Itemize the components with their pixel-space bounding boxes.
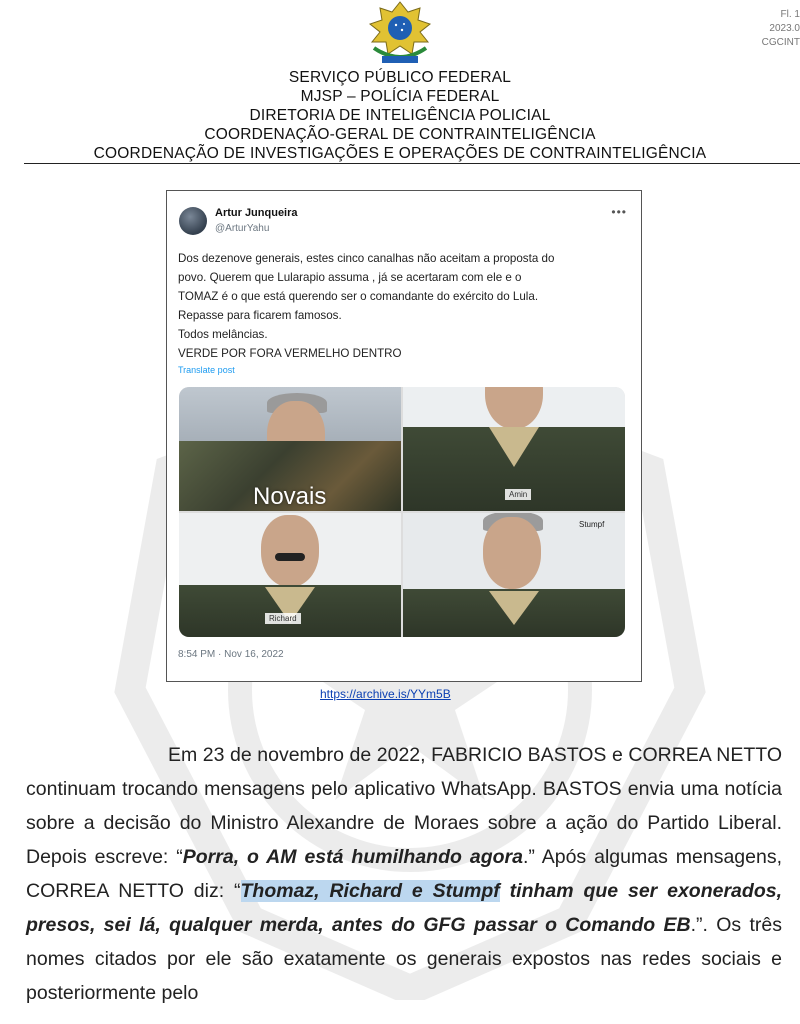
- quote-exonerados: tinham que ser exonerados, presos, sei lá, qualquer merda, antes do GFG passar o Comando EB: [26, 880, 782, 936]
- tweet-timestamp: 8:54 PM · Nov 16, 2022: [178, 649, 284, 660]
- reference-code: 2023.0: [769, 23, 800, 34]
- tweet-line: VERDE POR FORA VERMELHO DENTRO: [178, 347, 402, 360]
- header-line-3: DIRETORIA DE INTELIGÊNCIA POLICIAL: [249, 107, 551, 124]
- tweet-line: Dos dezenove generais, estes cinco canalhas não aceitam a proposta do: [178, 252, 555, 265]
- photo-caption-novais: Novais: [253, 483, 327, 510]
- photo-face: [261, 515, 319, 587]
- tweet-author-name: Artur Junqueira: [215, 207, 298, 219]
- text-segment: Em 23 de novembro de 2022, FABRICIO BASTOS e CORREA NETTO continuam trocando mensagens pelo aplicativo WhatsApp. BASTOS envia uma notícia sobre a decisão do Ministro Alexandre de Moraes sobre a ação do Partido Liberal. Depois escreve: “: [26, 744, 782, 868]
- photo-face: [485, 387, 543, 429]
- paragraph-text: [26, 738, 782, 1010]
- tweet-line: TOMAZ é o que está querendo ser o comandante do exército do Lula.: [178, 290, 539, 303]
- tweet-author-handle: @ArturYahu: [215, 223, 270, 234]
- tweet-line: Todos melâncias.: [178, 328, 268, 341]
- photo-caption-amin: Amin: [505, 489, 531, 500]
- highlighted-names: Thomaz, Richard e Stumpf: [240, 880, 500, 902]
- header-line-4: COORDENAÇÃO-GERAL DE CONTRAINTELIGÊNCIA: [204, 126, 596, 143]
- photo-caption-richard: Richard: [265, 613, 301, 624]
- tweet-line: Repasse para ficarem famosos.: [178, 309, 342, 322]
- translate-post-link: Translate post: [178, 365, 235, 375]
- brazil-coat-of-arms-icon: [362, 0, 438, 66]
- header-line-1: SERVIÇO PÚBLICO FEDERAL: [288, 69, 512, 86]
- photo-amin: [403, 387, 625, 511]
- photo-stumpf: [403, 513, 625, 637]
- reference-unit: CGCINT: [761, 37, 800, 48]
- photo-caption-stumpf: Stumpf: [579, 520, 605, 529]
- header-line-2: MJSP – POLÍCIA FEDERAL: [300, 88, 500, 105]
- document-header: [0, 68, 800, 163]
- body-paragraph: [26, 738, 782, 1010]
- tweet-line: povo. Querem que Lularapio assuma , já se acertaram com ele e o: [178, 271, 522, 284]
- photo-mustache: [275, 553, 305, 561]
- tweet-screenshot: [166, 190, 642, 682]
- photo-face: [483, 517, 541, 589]
- avatar: [179, 207, 207, 235]
- photo-novais: [179, 387, 401, 511]
- header-line-5: COORDENAÇÃO DE INVESTIGAÇÕES E OPERAÇÕES DE CONTRAINTELIGÊNCIA: [93, 145, 707, 162]
- header-divider: [24, 163, 800, 164]
- text-segment: .”. Os três nomes citados por ele são exatamente os generais expostos nas redes sociais e posteriormente pelo: [26, 914, 782, 1004]
- text-segment: .” Após algumas mensagens, CORREA NETTO diz: “: [26, 846, 782, 902]
- archive-link[interactable]: https://archive.is/YYm5B: [320, 687, 451, 701]
- tweet-text: [178, 249, 628, 363]
- photo-richard: [179, 513, 401, 637]
- page-number: Fl. 1: [780, 9, 800, 20]
- more-options-icon: •••: [611, 205, 627, 219]
- tweet-image-grid: [179, 387, 625, 637]
- document-reference: [750, 8, 800, 50]
- quote-am: Porra, o AM está humilhando agora: [182, 846, 523, 868]
